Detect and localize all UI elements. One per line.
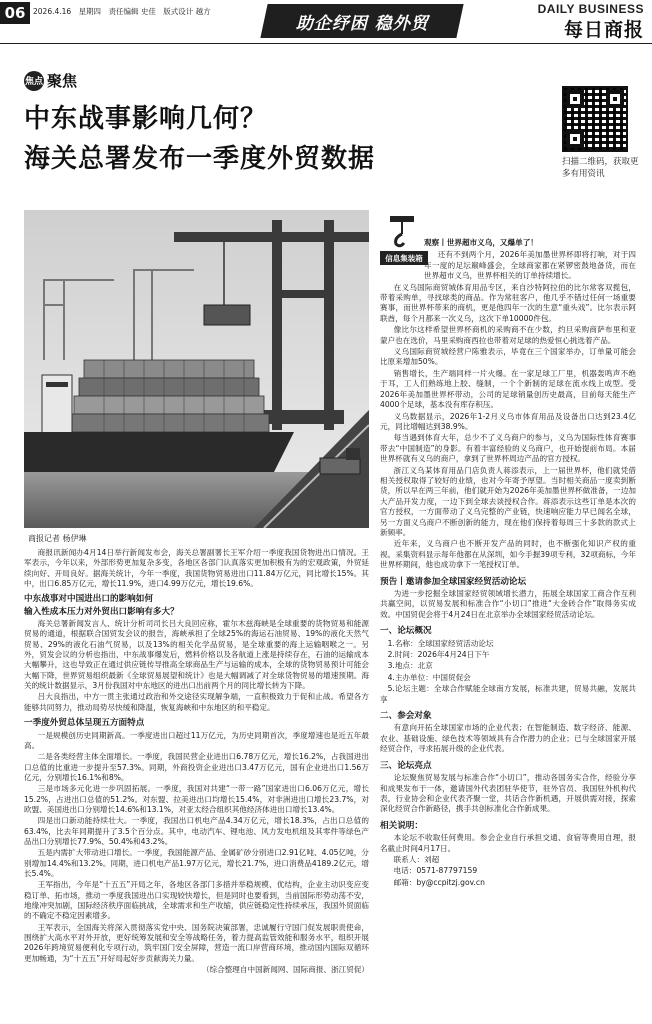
- feature-paragraph: 还有不到两个月，2026年美加墨世界杯即将打响，对于四年一度的足坛巅峰盛会，全球商家都在紧锣密鼓地备货，而在世界超市义乌，世界杯相关的订单持续增长。: [424, 250, 636, 281]
- headline-line-1: 中东战事影响几何？: [24, 104, 268, 134]
- notice-heading: 预告丨邀请参加全球国家经贸活动论坛: [380, 576, 527, 587]
- section-banner: [260, 4, 463, 38]
- contact-line: 本论坛不收取任何费用。参会企业自行承担交通、食宿等费用自理，报名截止时间4月17日。: [380, 833, 636, 853]
- feature-paragraph: 像比尔这样希望世界杯商机的采购商不在少数，约旦采购商萨布里和亚蒙户也在选价，马里采购商西拉也带着对足球的热爱恒心挑选着产品。: [380, 325, 636, 345]
- point-paragraph: 一是规模创历史同期新高。一季度进出口超过11万亿元，为历史同期首次，季度增速也是近五年最高。: [24, 730, 369, 750]
- subhead-2: 一季度外贸总体呈现五方面特点: [24, 718, 145, 729]
- notice-item: 4.主办单位：中国贸促会: [387, 672, 471, 682]
- editor-credit: 责任编辑 史佳: [108, 7, 156, 16]
- focus-tag: [24, 70, 77, 91]
- right-column: [380, 238, 636, 889]
- notice-intro: 为进一步挖掘全球国家经贸领域增长潜力，拓展全球国家工商合作互利共赢空间，以贸易发展和标准合作“小切口”推进“大金砖合作”取得务实成效。中国贸促会将于4月24日在北京举办全球国家经贸活动论坛。: [380, 589, 636, 619]
- notice-section-2: 二、参会对象: [380, 711, 432, 722]
- feature-paragraph: 销售增长，生产端同样一片火爆。在一家足球工厂里，机器轰鸣声不绝于耳，工人们熟练地上胶、缝制，一个个新制的足球在流水线上成型。受2026年美加墨世界杯带动，公司的足球销量创历史最高，目前每天能生产4000个足球，基本没有库存积压。: [380, 368, 636, 410]
- intro-paragraph: 商报讯新闻办4月14日举行新闻发布会，海关总署副署长王军介绍一季度我国货物进出口情况。王军表示，今年以来，外部形势更加复杂多变，各地区各部门认真落实更加积极有为的宏观政策，外贸延续向好、开局良好。据海关统计，今年一季度，我国货物贸易进出口11.84万亿元，同比增长15%。其中，出口6.85万亿元，增长11.9%，进口4.99万亿元，增长19.6%。: [24, 548, 369, 589]
- notice-item: 1.名称：全球国家经贸活动论坛: [387, 638, 494, 648]
- notice-item: 2.时间：2026年4月24日下午: [387, 650, 490, 660]
- info-container-label: 信息集装箱: [380, 251, 428, 265]
- qr-code-icon[interactable]: [562, 86, 628, 152]
- qr-block: [562, 86, 640, 180]
- contact-line: 电话：0571-87797159: [393, 866, 478, 876]
- notice-item: 3.地点：北京: [387, 661, 433, 671]
- feature-paragraph: 义乌国际商贸城经营户陈雅表示，毕竟在三个国家举办，订单量可能会比原来增加50%。: [380, 347, 636, 367]
- notice-section-3: 三、论坛亮点: [380, 760, 432, 771]
- contact-email[interactable]: 邮箱：by@ccpitzj.gov.cn: [393, 877, 485, 887]
- issue-meta: [33, 6, 216, 17]
- point-paragraph: 三是市场多元化进一步巩固拓展。一季度，我国对共建“一带一路”国家进出口6.06万亿元，增长15.2%，占进出口总值的51.2%。对东盟、拉美进出口均增长15.4%，对非洲进出口增长23.7%，对欧盟、美国进出口分别增长14.6%和13.1%，对亚太经合组织其他经济体进出口增长13.4%。: [24, 784, 369, 814]
- banner-text: 助企纾困 稳外贸: [295, 13, 429, 34]
- cargo-ship-photo: [24, 210, 369, 528]
- feature-paragraph: 义乌数据显示，2026年1-2月义乌市体育用品及设备出口达到23.4亿元，同比增幅达到38.9%。: [380, 411, 636, 431]
- focus-label: 聚焦: [47, 72, 78, 90]
- photo-caption: 商报记者 杨伊琳: [28, 534, 87, 543]
- point-paragraph: 四是出口新动能持续壮大。一季度，我国出口机电产品4.34万亿元，增长18.3%，占出口总值的63.4%，比去年同期提升了3.5个百分点。其中，电动汽车、锂电池、风力发电机组及其零件等绿色产品出口分别增长77.9%、50.4%和43.2%。: [24, 816, 369, 846]
- page-number: 06: [0, 2, 30, 24]
- point-paragraph: 王军指出，今年是“十五五”开局之年，各地区各部门多措并举稳规模、优结构，企业主动识变应变稳订单、拓市场，推动一季度我国进出口实现较快增长，但是同时也要看到，当前国际形势动荡不安，地缘冲突加剧，国际经济秩序面临挑战，全球需求和生产收缩，供应链稳定性持续承压，我国外贸面临的不确定不稳定因素增多。: [24, 880, 369, 921]
- focus-badge: 焦点: [24, 71, 44, 91]
- subhead-1b: 输入性成本压力对外贸出口影响有多大？: [24, 606, 179, 617]
- feature-paragraph: 浙江义乌某体育用品门店负责人蒋添表示，上一届世界杯，他们就凭借相关授权取得了较好的业绩，也对今年寄予厚望。当时相关商品一度卖到断货，所以早在两三年前，他们就开始为2026年美加墨世界杯做准备，一边加大产品开发力度，一边下到全球去谈授权合作。蒋添表示这些订单是本次的官方授权，一方面带动了义乌完整的产业链，快速响应能力早已闻名全球，另一方面义乌商户不断创新的能力，现在他们保持着每周三十多款的款式上新频率。: [380, 465, 636, 537]
- feature-paragraph: 每当遇到体育大年，总少不了义乌商户的参与，义乌为国际性体育赛事带去“中国制造”的身影。有着丰富经验的义乌商户，也开始提前布局。本届世界杯就有义乌的商户，拿到了世界杯周边产品的官方授权。: [380, 433, 636, 464]
- paper-name-chinese: 每日商报: [563, 19, 644, 41]
- cargo-ship-illustration-icon: [24, 210, 369, 528]
- feature-heading: 观察丨世界超市义乌，又爆单了！: [424, 238, 538, 247]
- point-paragraph: 二是各类经营主体全面增长。一季度，我国民营企业进出口6.78万亿元，增长16.2%，占我国进出口总值的比重进一步提升至57.3%。同期，外商投资企业进出口3.47万亿元，国有企业进出口1.56万亿元，分别增长16.1%和8%。: [24, 752, 369, 782]
- designer-credit: 版式设计 越方: [163, 7, 211, 16]
- point-paragraph: 王军表示，全国海关将深入贯彻落实党中央、国务院决策部署，忠诚履行守国门促发展职责使命，围绕扩大高水平对外开放，更好统筹发展和安全等战略任务，着力提高监管效能和服务水平，组织开展2026年跨境贸易便利化专项行动，筑牢国门安全屏障，营造一流口岸营商环境，推动国内国际双循环更加畅通，为“十五五”开好局起好步贡献海关力量。: [24, 922, 369, 963]
- subhead-1: 中东战事对中国进出口的影响如何: [24, 594, 153, 605]
- source-note: （综合整理自中国新闻网、国际商报、浙江贸促）: [201, 965, 369, 975]
- notice-section-1: 一、论坛概况: [380, 626, 432, 637]
- feature-paragraph: 在义乌国际商贸城体育用品专区，来自沙特阿拉伯的比尔常客双揽包，带着采购单，寻找球类的商品。作为常驻客户，他几乎不错过任何一场重要赛事，而世界杯带来的商机，更是他四年一次的生意“重头戏”。比尔表示阿联酋，每个月都来一次义乌，这次下单10000件包。: [380, 282, 636, 323]
- paper-name-english: DAILY BUSINESS: [537, 2, 644, 16]
- contact-heading: 相关说明：: [380, 820, 423, 831]
- left-column: [24, 548, 369, 976]
- feature-paragraph: 近年来，义乌商户也不断开发产品的同时，也不断强化知识产权的重视。采集资料显示每年他都在从深圳，如今手握39项专利，32项商标，今年世界杯期间，他也成功拿下一笔授权订单。: [380, 539, 636, 570]
- body-paragraph: 海关总署新闻发言人、统计分析司司长吕大良回应称，霍尔木兹海峡是全球重要的货物贸易和能源贸易的通道，根据联合国贸发会议的报告，海峡承担了全球25%的海运石油贸易、19%的液化天然气贸易、29%的液化石油气贸易，以及13%的相关化学品贸易，是全球重要的海上运输咽喉之一。另外，贸发会议的分析也指出，中东战事爆发后，燃料价格以及各航道上涨是持续存在，石油的运输成本大幅攀升，这也导致正在通过供应链传导推高全球商品生产与运输的成本，全球的货物贸易预计可能会大幅下降，世界贸易组织最新《全球贸易展望和统计》也是大幅调减了对全球货物贸易的增速预期。海关的统计数据显示，3月份我国对中东地区的进出口出前两个月的同比增长转为下降。: [24, 619, 369, 691]
- notice-item: 5.论坛主题：全球合作赋能全球南方发展，标准共建，贸易共融，发展共享: [380, 684, 636, 704]
- notice-section-2-text: 有意向开拓全球国家市场的企业代表；在智能制造、数字经济、能源、农业、基础设施、绿色技术等领域具有合作潜力的企业；已与全球国家开展经贸合作，寻求拓展升级的企业代表。: [380, 723, 636, 754]
- contact-line: 联系人：刘超: [393, 854, 440, 864]
- qr-caption: 扫描二维码，获取更多有用资讯: [562, 157, 639, 179]
- page-header: [0, 0, 652, 44]
- point-paragraph: 五是内需扩大带动进口增长。一季度，我国能源产品、金属矿砂分别进口2.91亿吨、4.05亿吨，分别增加14.4%和13.2%。同期，进口机电产品1.97万亿元，增长21.7%，进口消费品4189.2亿元，增长5.4%。: [24, 848, 369, 878]
- headline-line-2: 海关总署发布一季度外贸数据: [24, 144, 376, 174]
- issue-weekday: 星期四: [78, 7, 102, 16]
- body-paragraph: 吕大良指出，中方一贯主张通过政治和外交途径实现解争端，一直积极致力于促和止战。希望各方能够共同努力，推动局势尽快缓和降温，恢复海峡和中东地区的和平稳定。: [24, 692, 369, 712]
- issue-date: 2026.4.16: [33, 7, 72, 16]
- notice-section-3-text: 论坛聚焦贸易发展与标准合作“小切口”，推动各国务实合作，经验分享和成果发布于一体，邀请国外代表团驻华使节，驻外官员、我国驻外机构代表，行业协会和企业代表齐聚一堂，共话合作新机遇，开展供需对接，探索深化经贸合作新路径，携手共创标准化合作新成果。: [380, 773, 636, 814]
